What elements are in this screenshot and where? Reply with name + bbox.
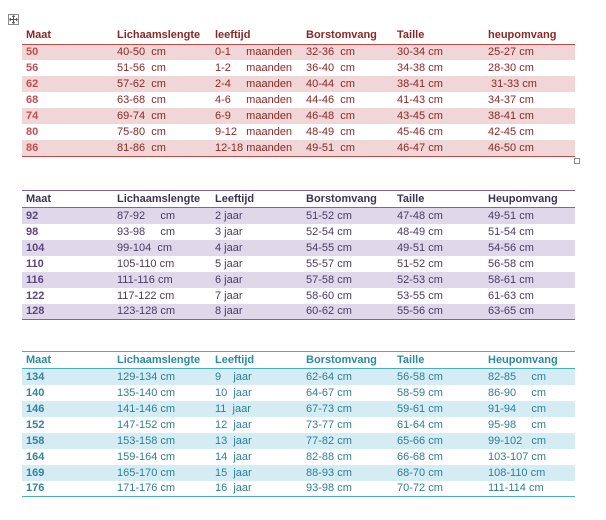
- table-cell: 34-37 cm: [488, 94, 534, 106]
- table-cell: 0-1 maanden: [211, 44, 302, 60]
- column-header: Leeftijd: [211, 352, 302, 369]
- table-cell: 52-54 cm: [306, 225, 352, 238]
- size-cell: 116: [22, 272, 113, 288]
- table-row: [22, 240, 575, 256]
- table-cell: 171-176 cm: [113, 481, 211, 497]
- table-cell: 46-48 cm: [302, 108, 393, 124]
- table-cell: 2-4 maanden: [211, 76, 302, 92]
- table-cell: 1-2 maanden: [215, 62, 293, 74]
- table-cell: 58-60 cm: [306, 289, 352, 302]
- table-cell: 51-56 cm: [117, 62, 166, 74]
- table-row: [22, 433, 575, 449]
- table-cell: 47-48 cm: [393, 208, 484, 224]
- table-cell: 59-61 cm: [393, 401, 484, 417]
- table-cell: 129-134 cm: [113, 369, 211, 385]
- column-header: heupomvang: [484, 27, 575, 44]
- table-cell: 48-49 cm: [397, 225, 443, 238]
- table-cell: 61-63 cm: [488, 289, 534, 302]
- column-header: Taille: [393, 352, 484, 369]
- table-cell: 51-52 cm: [302, 208, 393, 224]
- table-cell: 14 jaar: [215, 450, 252, 463]
- table-cell: 63-68 cm: [117, 94, 166, 106]
- table-cell: 88-93 cm: [302, 465, 393, 481]
- table-cell: 93-98 cm: [117, 225, 176, 238]
- table-cell: 9 jaar: [211, 369, 302, 385]
- table-cell: 82-85 cm: [484, 369, 575, 385]
- table-cell: 123-128 cm: [113, 304, 211, 320]
- table-header-row: [22, 352, 575, 369]
- size-cell: 158: [22, 433, 113, 449]
- size-cell: 62: [22, 76, 113, 92]
- column-header: Maat: [22, 27, 113, 44]
- table-row: [22, 401, 575, 417]
- table-cell: 64-67 cm: [306, 386, 352, 399]
- size-cell: 98: [26, 225, 39, 238]
- table-cell: 75-80 cm: [117, 126, 166, 138]
- table-row: [22, 304, 575, 320]
- table-row: [22, 208, 575, 224]
- size-cell: 140: [26, 386, 45, 399]
- table-row: [22, 256, 575, 272]
- size-cell: 92: [22, 208, 113, 224]
- table-cell: 46-47 cm: [393, 140, 484, 156]
- column-header: Maat: [22, 352, 113, 369]
- column-header: Maat: [22, 191, 113, 208]
- column-header: Heupomvang: [484, 191, 575, 208]
- column-header: Lichaamslengte: [113, 191, 211, 208]
- table-header-row: [22, 27, 575, 44]
- table-cell: 32-36 cm: [302, 44, 393, 60]
- table-row: [22, 449, 575, 465]
- table-row: [22, 385, 575, 401]
- table-row: [22, 417, 575, 433]
- table-cell: 34-38 cm: [397, 62, 443, 74]
- table-cell: 67-73 cm: [302, 401, 393, 417]
- table-cell: 105-110 cm: [117, 257, 175, 270]
- column-header: Lichaamslengte: [113, 352, 211, 369]
- table-row: [22, 44, 575, 60]
- table-cell: 87-92 cm: [113, 208, 211, 224]
- table-cell: 91-94 cm: [484, 401, 575, 417]
- table-cell: 56-58 cm: [393, 369, 484, 385]
- table-cell: 58-59 cm: [397, 386, 443, 399]
- table-cell: 159-164 cm: [117, 450, 176, 463]
- table-cell: 31-33 cm: [484, 76, 575, 92]
- column-header: Borstomvang: [302, 27, 393, 44]
- size-table-child: [22, 351, 575, 497]
- size-cell: 152: [26, 418, 45, 431]
- table-cell: 57-58 cm: [302, 272, 393, 288]
- table-cell: 95-98 cm: [488, 418, 547, 431]
- table-cell: 43-45 cm: [393, 108, 484, 124]
- table-cell: 41-43 cm: [397, 94, 443, 106]
- size-cell: 164: [26, 450, 45, 463]
- table-cell: 49-51 cm: [302, 140, 393, 156]
- table-row: [22, 481, 575, 497]
- table-cell: 56-58 cm: [488, 257, 534, 270]
- table-cell: 54-56 cm: [484, 240, 575, 256]
- table-row: [22, 465, 575, 481]
- table-cell: 38-41 cm: [484, 108, 575, 124]
- table-cell: 153-158 cm: [113, 433, 211, 449]
- table-cell: 68-70 cm: [393, 465, 484, 481]
- table-cell: 86-90 cm: [488, 386, 547, 399]
- table-cell: 117-122 cm: [117, 289, 175, 302]
- size-cell: 146: [22, 401, 113, 417]
- table-cell: 11 jaar: [211, 401, 302, 417]
- size-cell: 80: [26, 126, 39, 138]
- table-cell: 46-50 cm: [484, 140, 575, 156]
- table-cell: 69-74 cm: [113, 108, 211, 124]
- table-cell: 53-55 cm: [397, 289, 443, 302]
- table-cell: 42-45 cm: [488, 126, 534, 138]
- table-cell: 61-64 cm: [397, 418, 443, 431]
- size-cell: 68: [26, 94, 39, 106]
- size-table-baby: [22, 27, 575, 157]
- table-cell: 108-110 cm: [484, 465, 575, 481]
- table-row: [22, 369, 575, 385]
- table-cell: 15 jaar: [211, 465, 302, 481]
- size-cell: 56: [26, 62, 39, 74]
- table-cell: 6-9 maanden: [211, 108, 302, 124]
- table-cell: 81-86 cm: [113, 140, 211, 156]
- table-cell: 70-72 cm: [393, 481, 484, 497]
- table-cell: 40-50 cm: [113, 44, 211, 60]
- table-cell: 36-40 cm: [306, 62, 355, 74]
- table-cell: 40-44 cm: [302, 76, 393, 92]
- column-header: Taille: [393, 27, 484, 44]
- table-cell: 44-46 cm: [306, 94, 355, 106]
- table-cell: 66-68 cm: [397, 450, 443, 463]
- table-cell: 65-66 cm: [393, 433, 484, 449]
- size-cell: 128: [22, 304, 113, 320]
- table-cell: 10 jaar: [215, 386, 252, 399]
- table-cell: 8 jaar: [211, 304, 302, 320]
- table-row: [22, 76, 575, 92]
- table-cell: 49-51 cm: [484, 208, 575, 224]
- table-cell: 103-107 cm: [488, 450, 547, 463]
- table-cell: 6 jaar: [211, 272, 302, 288]
- size-cell: 134: [22, 369, 113, 385]
- table-cell: 51-52 cm: [397, 257, 443, 270]
- column-header: Taille: [393, 191, 484, 208]
- table-resize-handle[interactable]: [574, 158, 580, 164]
- size-cell: 104: [22, 240, 113, 256]
- table-cell: 13 jaar: [211, 433, 302, 449]
- table-cell: 147-152 cm: [117, 418, 176, 431]
- table-row: [22, 288, 575, 304]
- table-row: [22, 60, 575, 76]
- table-cell: 60-62 cm: [302, 304, 393, 320]
- table-cell: 99-102 cm: [484, 433, 575, 449]
- table-cell: 141-146 cm: [113, 401, 211, 417]
- table-cell: 28-30 cm: [488, 62, 534, 74]
- table-cell: 111-116 cm: [113, 272, 211, 288]
- table-cell: 25-27 cm: [484, 44, 575, 60]
- table-cell: 16 jaar: [211, 481, 302, 497]
- table-cell: 9-12 maanden: [215, 126, 293, 138]
- table-row: [22, 272, 575, 288]
- size-cell: 122: [26, 289, 45, 302]
- table-header-row: [22, 191, 575, 208]
- table-row: [22, 108, 575, 124]
- table-move-handle[interactable]: [8, 14, 19, 25]
- table-cell: 4-6 maanden: [215, 94, 293, 106]
- size-cell: 110: [26, 257, 44, 270]
- size-table-toddler: [22, 190, 575, 320]
- table-cell: 55-56 cm: [393, 304, 484, 320]
- table-cell: 73-77 cm: [306, 418, 352, 431]
- size-cell: 50: [22, 44, 113, 60]
- table-cell: 2 jaar: [211, 208, 302, 224]
- table-cell: 135-140 cm: [117, 386, 176, 399]
- size-cell: 176: [22, 481, 113, 497]
- table-row: [22, 140, 575, 156]
- table-cell: 48-49 cm: [306, 126, 355, 138]
- size-cell: 74: [22, 108, 113, 124]
- column-header: Lichaamslengte: [113, 27, 211, 44]
- table-cell: 58-61 cm: [484, 272, 575, 288]
- table-cell: 99-104 cm: [113, 240, 211, 256]
- table-cell: 4 jaar: [211, 240, 302, 256]
- column-header: Borstomvang: [302, 352, 393, 369]
- column-header: leeftijd: [211, 27, 302, 44]
- column-header: Borstomvang: [302, 191, 393, 208]
- table-cell: 62-64 cm: [302, 369, 393, 385]
- table-cell: 30-34 cm: [393, 44, 484, 60]
- table-cell: 38-41 cm: [393, 76, 484, 92]
- table-cell: 54-55 cm: [302, 240, 393, 256]
- table-cell: 12 jaar: [215, 418, 252, 431]
- column-header: Heupomvang: [484, 352, 575, 369]
- move-arrows-icon: [9, 15, 18, 24]
- column-header: Leeftijd: [211, 191, 302, 208]
- size-cell: 86: [22, 140, 113, 156]
- table-cell: 5 jaar: [215, 257, 243, 270]
- table-cell: 57-62 cm: [113, 76, 211, 92]
- table-cell: 55-57 cm: [306, 257, 352, 270]
- table-cell: 63-65 cm: [484, 304, 575, 320]
- table-cell: 82-88 cm: [306, 450, 352, 463]
- table-cell: 77-82 cm: [302, 433, 393, 449]
- table-cell: 45-46 cm: [397, 126, 443, 138]
- table-row: [22, 124, 575, 140]
- table-cell: 3 jaar: [215, 225, 243, 238]
- table-cell: 93-98 cm: [302, 481, 393, 497]
- table-cell: 49-51 cm: [393, 240, 484, 256]
- table-row: [22, 224, 575, 240]
- table-cell: 7 jaar: [215, 289, 243, 302]
- table-cell: 51-54 cm: [488, 225, 534, 238]
- size-cell: 169: [22, 465, 113, 481]
- table-cell: 111-114 cm: [484, 481, 575, 497]
- table-row: [22, 92, 575, 108]
- table-cell: 165-170 cm: [113, 465, 211, 481]
- table-cell: 12-18 maanden: [211, 140, 302, 156]
- table-cell: 52-53 cm: [393, 272, 484, 288]
